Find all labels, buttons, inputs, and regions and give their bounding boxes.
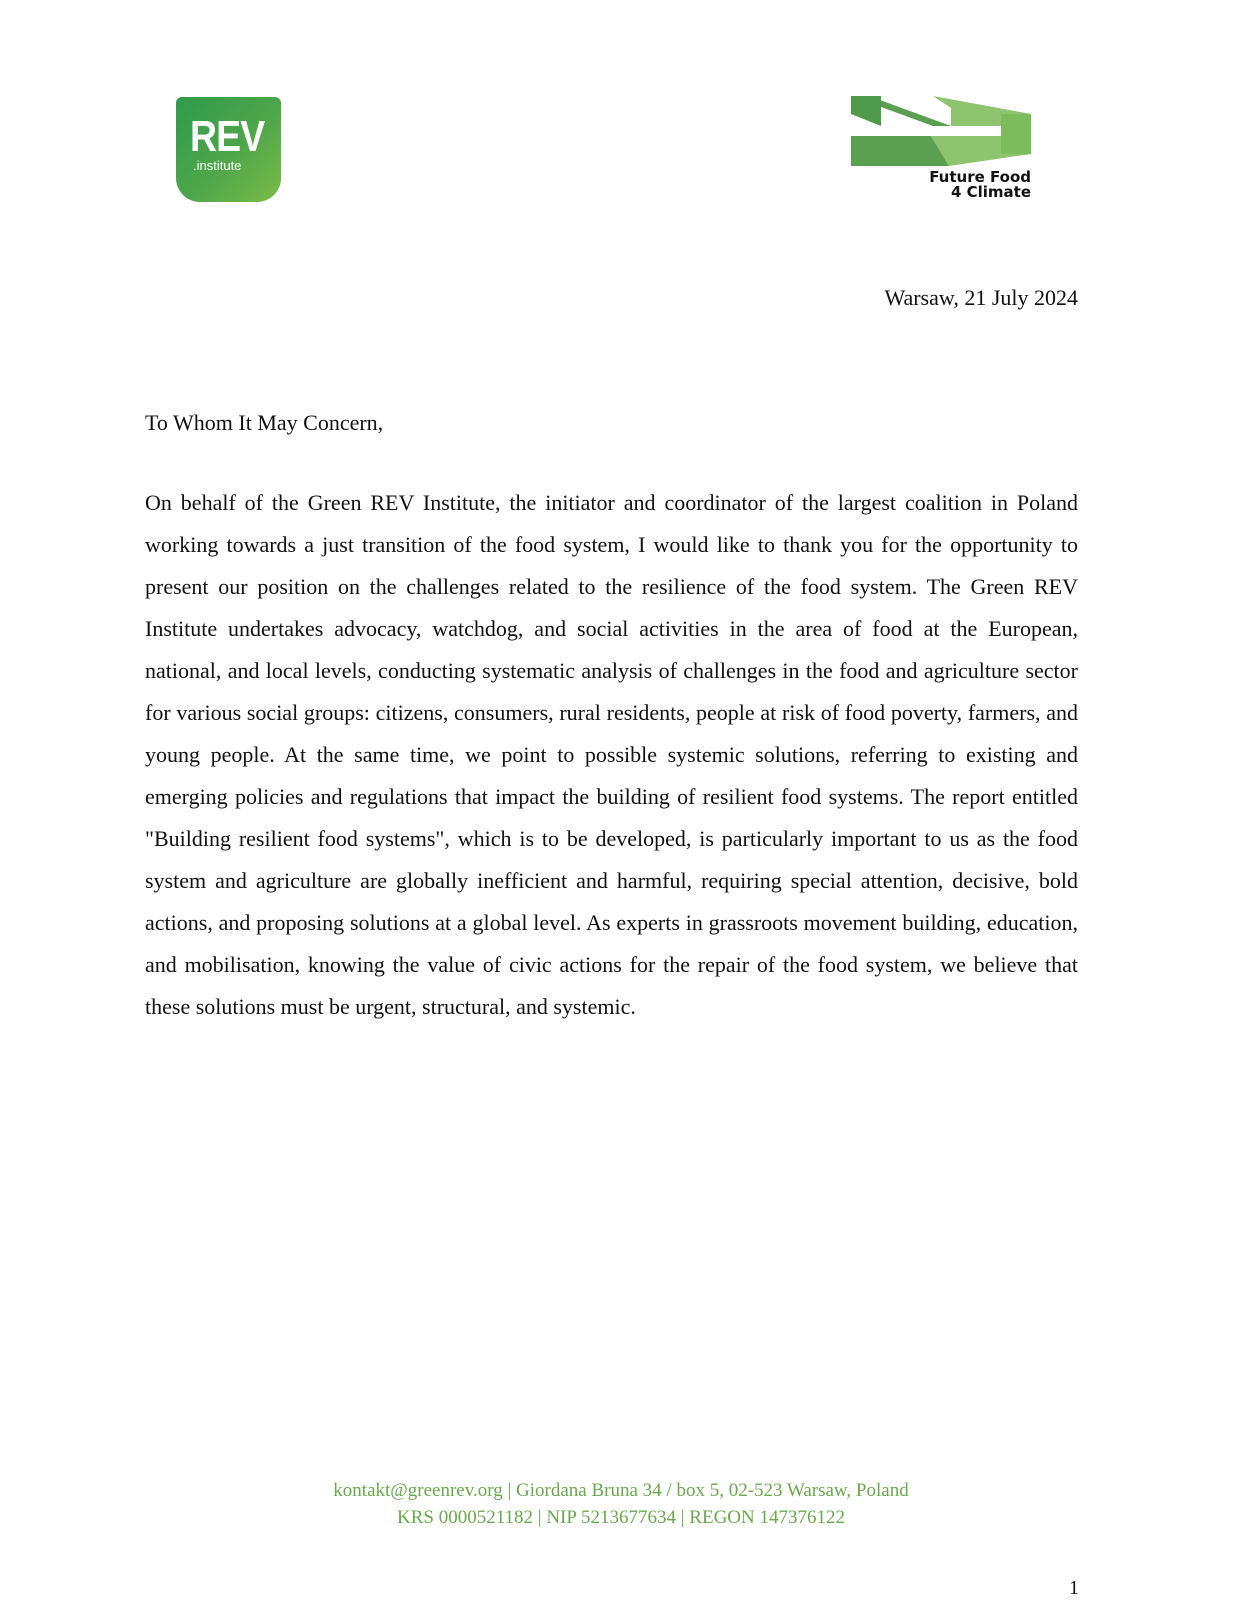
rev-logo-subtext: .institute [193,158,242,173]
rev-institute-logo [176,97,281,202]
future-food-logo-line1: Future Food [929,168,1031,186]
footer-contact-line: kontakt@greenrev.org | Giordana Bruna 34 / box 5, 02-523 Warsaw, Poland [333,1480,909,1501]
letter-body: On behalf of the Green REV Institute, the initiator and coordinator of the largest coalition in Poland working towards a just transition of the food system, I would like to thank you for the opportunity to present our position on the challenges related to the resilience of the food system. The Green REV Institute undertakes advocacy, watchdog, and social activities in the area of food at the European, national, and local levels, conducting systematic analysis of challenges in the food and agriculture sector for various social groups: citizens, consumers, rural residents, people at risk of food poverty, farmers, and young people. At the same time, we point to possible systemic solutions, referring to existing and emerging policies and regulations that impact the building of resilient food systems. The report entitled "Building resilient food systems", which is to be developed, is particularly important to us as the food system and agriculture are globally inefficient and harmful, requiring special attention, decisive, bold actions, and proposing solutions at a global level. As experts in grassroots movement building, education, and mobilisation, knowing the value of civic actions for the repair of the food system, we believe that these solutions must be urgent, structural, and systemic. [145,490,1078,1019]
rev-logo-text: REV [190,112,265,161]
footer [0,1477,1242,1531]
letter-salutation: To Whom It May Concern, [145,410,384,435]
page-number: 1 [1069,1577,1079,1599]
letter-date: Warsaw, 21 July 2024 [884,285,1078,310]
future-food-4-climate-logo [851,96,1031,206]
footer-registry-line: KRS 0000521182 | NIP 5213677634 | REGON 147376122 [397,1507,845,1528]
future-food-logo-line2: 4 Climate [950,183,1031,201]
future-food-logo-text [929,170,1031,200]
future-food-ribbon-icon [851,96,1031,166]
